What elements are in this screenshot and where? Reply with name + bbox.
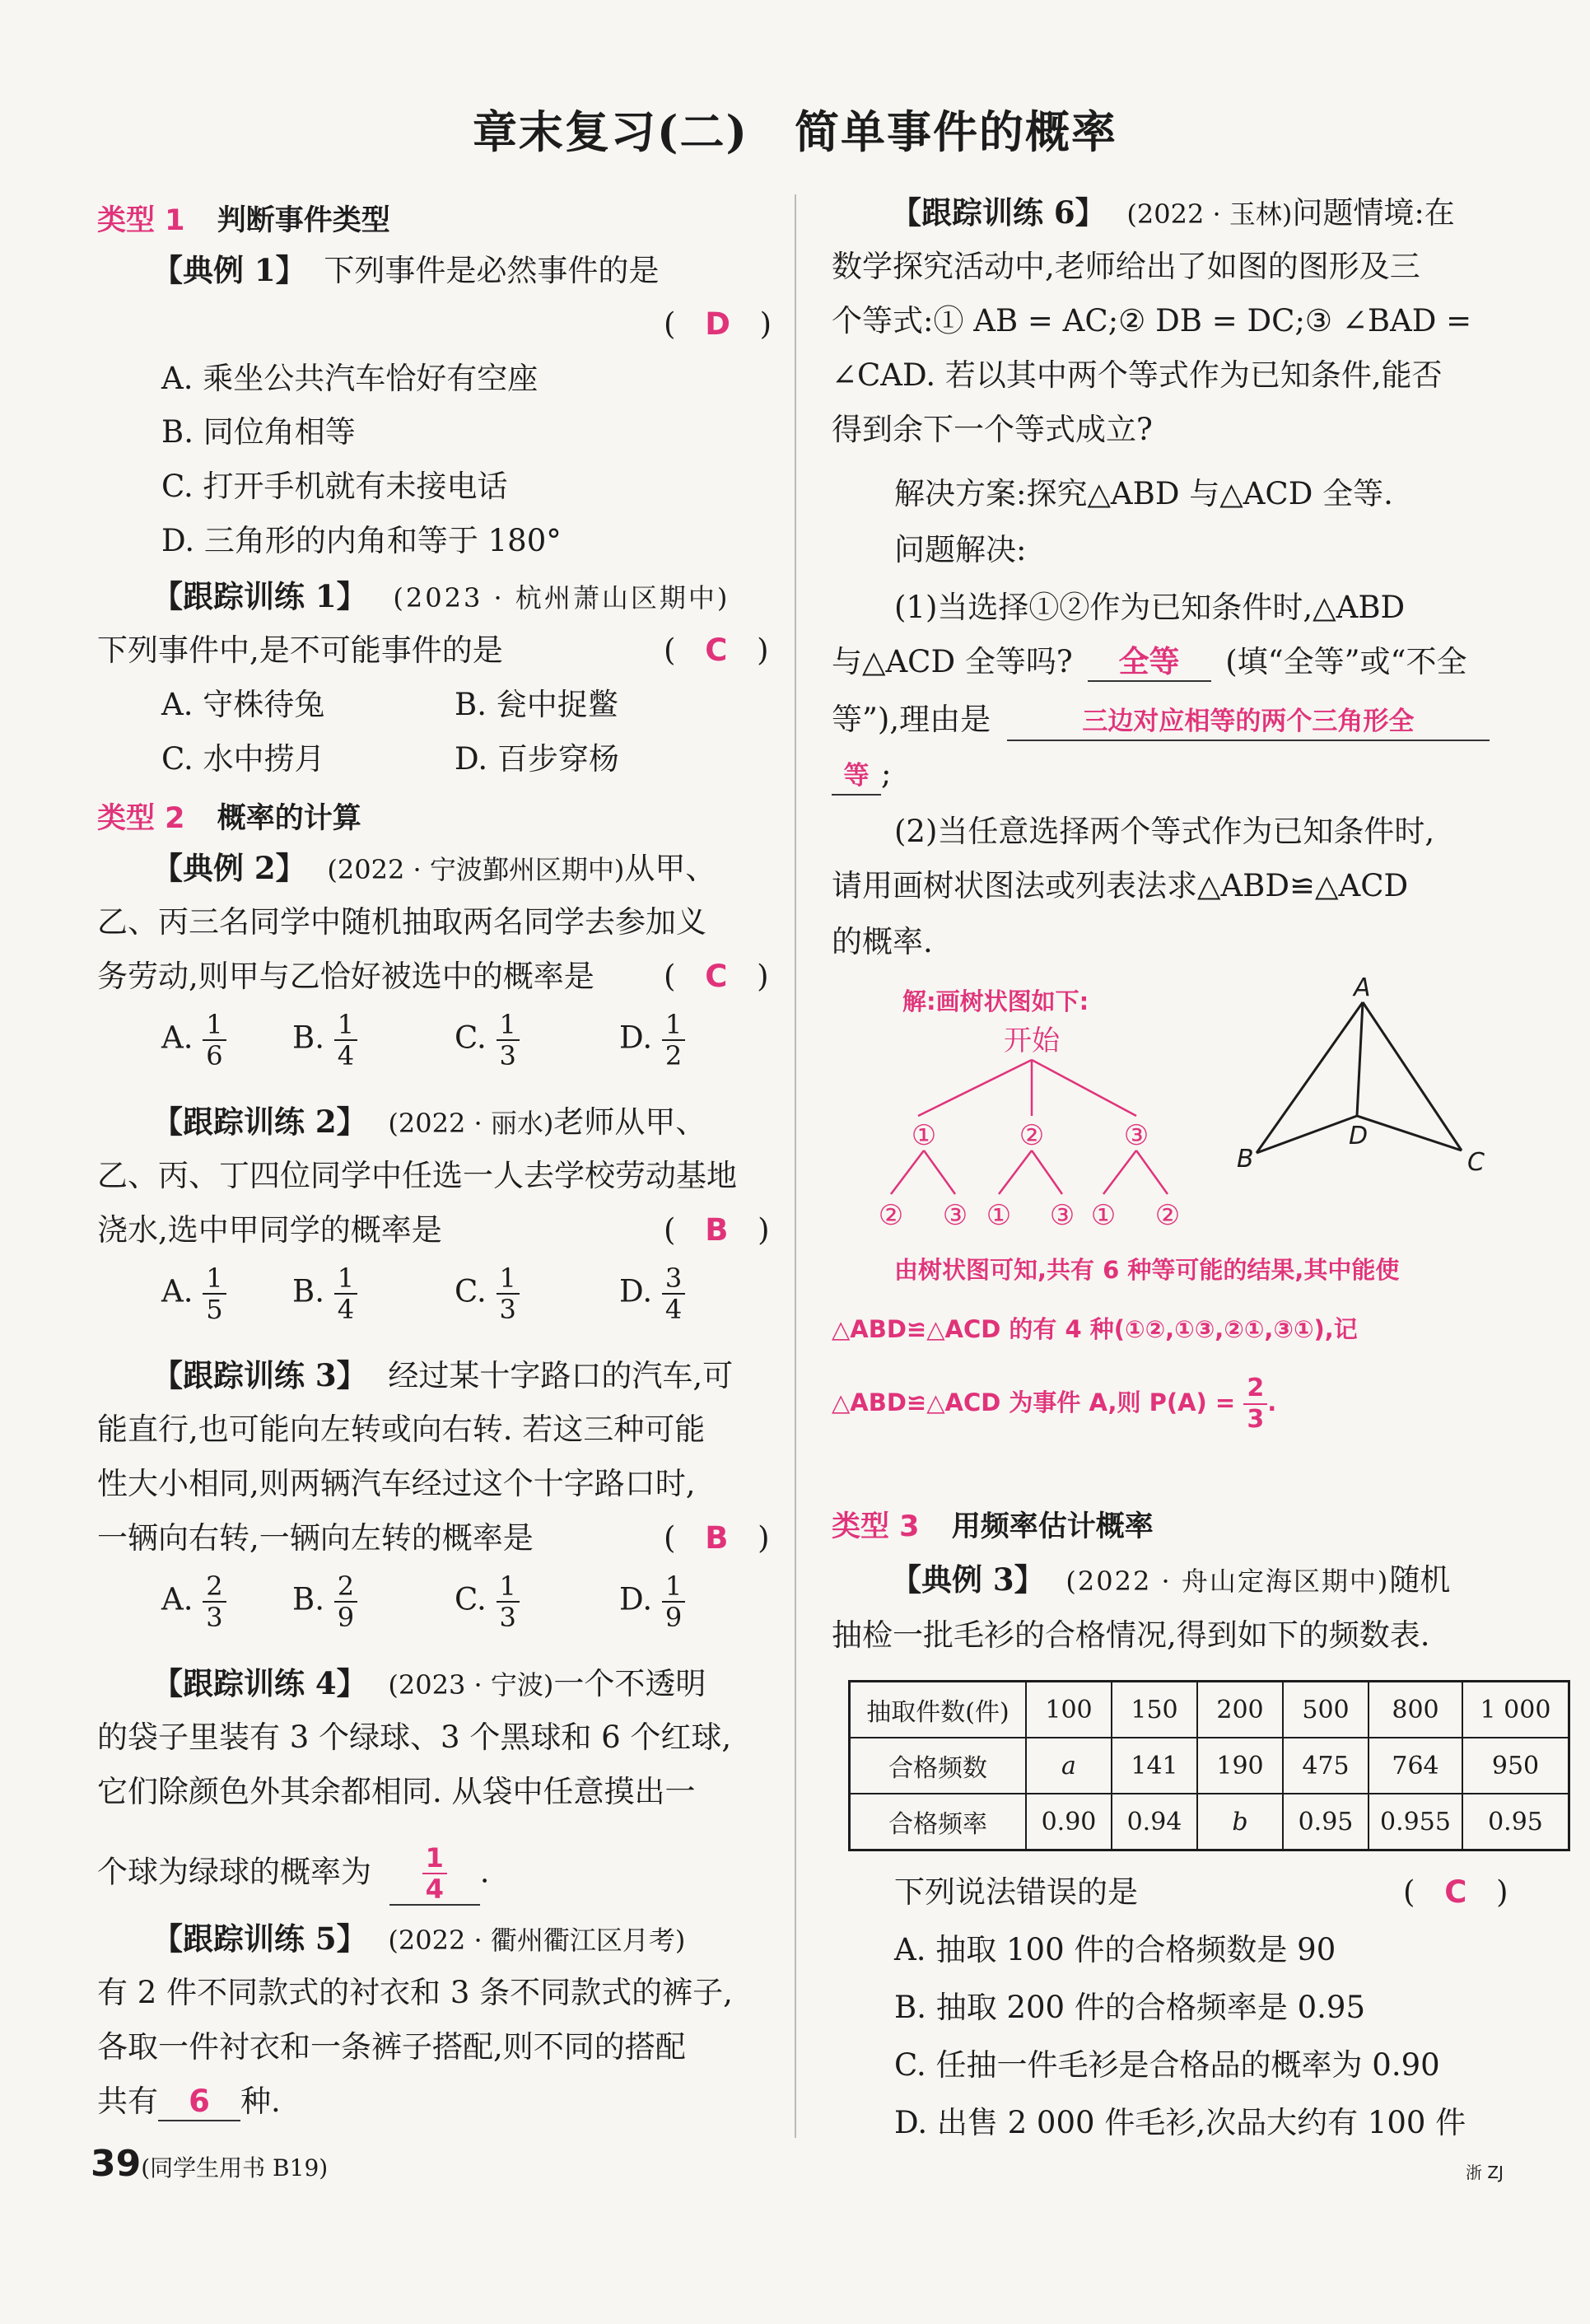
tr2-option-a: [161, 1263, 226, 1324]
ex2-option-a-frac: [203, 1010, 226, 1071]
ex1-option-d: D. 三角形的内角和等于 180°: [161, 523, 562, 558]
ex2-answer-paren: ( C ): [664, 959, 769, 994]
ex3-question: 下列说法错误的是: [894, 1874, 1138, 1910]
frac-num: 1: [662, 1010, 685, 1041]
table-cell: 0.90: [1026, 1794, 1112, 1850]
tr6-q2-line2: 请用画树状图法或列表法求△ABD≌△ACD: [832, 868, 1409, 903]
tr6-q1-line3: [832, 702, 1490, 741]
tr6-solution-frac: [1243, 1374, 1267, 1435]
footer-note: (同学生用书 B19): [141, 2154, 329, 2182]
type1-tag: 类型 1: [97, 204, 185, 237]
tr6-solution-line2: △ABD≌△ACD 的有 4 种(①②,①③,②①,③①),记: [832, 1315, 1358, 1343]
frac-den: 3: [499, 1294, 516, 1325]
segment-ab: [1257, 1002, 1363, 1153]
tr1-option-d: D. 百步穿杨: [455, 741, 619, 777]
tr6-solution-end: .: [1267, 1388, 1277, 1416]
ex1-option-a: A. 乘坐公共汽车恰好有空座: [161, 361, 539, 396]
tr1-option-b: B. 瓮中捉鳖: [455, 687, 618, 722]
table-cell: 0.94: [1112, 1794, 1197, 1850]
tr1-answer: C: [705, 632, 728, 668]
table-cell: 800: [1369, 1682, 1462, 1738]
tr6-q1-answer: 全等: [1088, 644, 1211, 682]
page-footer: [91, 2143, 328, 2185]
tr2-option-d: [619, 1263, 685, 1324]
tr2-option-b-letter: B.: [292, 1273, 324, 1309]
tr3-option-c: [455, 1571, 520, 1632]
ex2-text-2: 乙、丙三名同学中随机抽取两名同学去参加义: [97, 904, 706, 940]
ex3-option-a: A. 抽取 100 件的合格频数是 90: [894, 1932, 1336, 1967]
tree-edge: [999, 1150, 1032, 1194]
frac-num: 1: [662, 1571, 685, 1603]
segment-ac: [1363, 1002, 1462, 1150]
ex2-option-d-frac: [662, 1010, 685, 1071]
tr1-answer-paren: ( C ): [664, 632, 769, 668]
ex1-option-b: B. 同位角相等: [161, 414, 356, 450]
tree-edge: [1032, 1060, 1136, 1116]
frac-den: 6: [206, 1040, 223, 1071]
ex2-source: (2022 · 宁波鄞州区期中): [327, 854, 625, 885]
table-cell: 0.955: [1369, 1794, 1462, 1850]
tr4-text-1: 一个不透明: [553, 1666, 706, 1701]
tr5-label: 【跟踪训练 5】: [152, 1920, 367, 1957]
tr2-option-c: [455, 1263, 520, 1324]
tr5-answer: 6: [158, 2084, 240, 2121]
tree-node-l2: ③: [1049, 1199, 1075, 1232]
ex3-answer: C: [1444, 1874, 1467, 1910]
tr1-source: (2023 · 杭州萧山区期中): [393, 582, 730, 614]
type3-heading: [832, 1504, 1154, 1545]
tr4-text-4: [97, 1843, 490, 1906]
table-cell: 100: [1026, 1682, 1112, 1738]
ex1-label: 【典例 1】: [152, 252, 306, 288]
tr1-option-a: A. 守株待兔: [161, 687, 325, 722]
tree-node-l2: ③: [942, 1199, 968, 1232]
frac-num: 2: [1243, 1374, 1267, 1405]
tr6-text-2: 数学探究活动中,老师给出了如图的图形及三: [832, 249, 1420, 284]
tr2-source: (2022 · 丽水): [388, 1108, 554, 1139]
point-a-label: A: [1354, 976, 1371, 1002]
tr6-q2-line1: (2)当任意选择两个等式作为已知条件时,: [894, 814, 1435, 849]
tr6-plan: 解决方案:探究△ABD 与△ACD 全等.: [894, 476, 1393, 511]
tr4-source: (2023 · 宁波): [388, 1669, 554, 1701]
point-d-label: D: [1349, 1122, 1369, 1150]
tr2-label: 【跟踪训练 2】: [152, 1104, 367, 1140]
frac-num: 2: [334, 1571, 357, 1603]
tr5-text-3-label: 共有: [97, 2084, 158, 2119]
tr2-option-a-frac: [203, 1263, 226, 1324]
tr6-label: 【跟踪训练 6】: [891, 194, 1106, 231]
ex1-question-text: 下列事件是必然事件的是: [324, 253, 660, 288]
tr2-text-3: 浇水,选中甲同学的概率是: [97, 1212, 442, 1248]
tr5-text-2: 各取一件衬衣和一条裤子搭配,则不同的搭配: [97, 2029, 686, 2065]
frac-den: 3: [206, 1602, 223, 1633]
ex3-text-1: 随机: [1389, 1562, 1451, 1598]
frac-den: 9: [664, 1602, 683, 1633]
frac-num: 1: [203, 1010, 226, 1041]
frac-den: 2: [664, 1040, 683, 1071]
tr1-option-c: C. 水中捞月: [161, 741, 325, 777]
ex2-option-c-frac: [497, 1010, 520, 1071]
frac-den: 4: [337, 1040, 355, 1071]
ex2-option-b-letter: B.: [292, 1020, 324, 1056]
table-cell: 合格频率: [850, 1794, 1027, 1850]
tr2-answer-paren: ( B ): [664, 1212, 770, 1248]
ex1-answer: D: [705, 306, 730, 342]
frac-num: 1: [497, 1010, 520, 1041]
tr4-label: 【跟踪训练 4】: [152, 1665, 367, 1701]
tr3-option-d: [619, 1571, 685, 1632]
tree-node-l1: ①: [911, 1119, 937, 1152]
frac-den: 4: [664, 1294, 683, 1325]
tr3-option-a-frac: [203, 1571, 226, 1632]
tree-node-l2: ②: [1154, 1199, 1181, 1232]
tr2-text-2: 乙、丙、丁四位同学中任选一人去学校劳动基地: [97, 1158, 737, 1193]
frac-den: 4: [425, 1874, 444, 1905]
table-cell: 190: [1197, 1738, 1283, 1794]
tr2-option-b: [292, 1263, 357, 1324]
tr2-option-d-letter: D.: [619, 1273, 653, 1309]
tr4-line1: [152, 1665, 706, 1703]
tree-edge: [1136, 1150, 1168, 1194]
triangle-figure: [1227, 976, 1523, 1190]
type2-heading: [97, 796, 361, 837]
tr3-option-b-letter: B.: [292, 1581, 324, 1617]
ex2-text-3: 务劳动,则甲与乙恰好被选中的概率是: [97, 959, 595, 994]
segment-ad: [1357, 1002, 1363, 1116]
tree-edge: [924, 1150, 955, 1194]
tr3-option-c-letter: C.: [455, 1581, 487, 1617]
segment-bd: [1257, 1116, 1357, 1153]
tr3-option-b-frac: [334, 1571, 357, 1632]
table-row: [850, 1794, 1569, 1850]
tr3-text-3: 性大小相同,则两辆汽车经过这个十字路口时,: [97, 1466, 696, 1501]
ex2-label: 【典例 2】: [152, 850, 306, 886]
tree-node-l2: ①: [1090, 1199, 1117, 1232]
edition-mark: 浙 ZJ: [1466, 2163, 1504, 2182]
tr6-text-1: 问题情境:在: [1292, 195, 1455, 231]
ex2-answer: C: [705, 959, 728, 994]
ex2-option-b-frac: [334, 1010, 357, 1071]
tr6-q1-hint: (填“全等”或“不全: [1225, 644, 1467, 679]
table-cell: 475: [1283, 1738, 1369, 1794]
ex1-answer-paren: ( D ): [664, 306, 772, 342]
table-cell: a: [1026, 1738, 1112, 1794]
tr6-q1-end: ;: [881, 756, 892, 791]
ex2-line1: [152, 850, 716, 888]
tr4-text-3: 它们除颜色外其余都相同. 从袋中任意摸出一: [97, 1774, 696, 1809]
tr6-q1-line4: [832, 756, 891, 796]
frac-den: 4: [337, 1294, 355, 1325]
ex2-option-a-letter: A.: [161, 1020, 194, 1056]
tr2-option-b-frac: [334, 1263, 357, 1324]
ex3-label: 【典例 3】: [891, 1561, 1045, 1598]
table-cell: b: [1197, 1794, 1283, 1850]
column-divider: [795, 194, 796, 2138]
table-cell: 1 000: [1462, 1682, 1569, 1738]
type2-tag: 类型 2: [97, 802, 185, 835]
tr6-q1-line2: [832, 644, 1466, 682]
tr3-option-a-letter: A.: [161, 1581, 194, 1617]
tr3-text-1: 经过某十字路口的汽车,可: [388, 1358, 734, 1393]
type1-heading: [97, 198, 390, 239]
tr5-text-3: [97, 2084, 281, 2121]
tr1-label: 【跟踪训练 1】: [152, 578, 367, 614]
ex3-option-d: D. 出售 2 000 件毛衫,次品大约有 100 件: [894, 2105, 1466, 2140]
frac-den: 9: [337, 1602, 355, 1633]
tr6-solution-line3: [832, 1374, 1276, 1435]
tr6-text-5: 得到余下一个等式成立?: [832, 412, 1153, 447]
ex2-option-d: [619, 1010, 685, 1071]
ex2-option-b: [292, 1010, 357, 1071]
tr6-text-4: ∠CAD. 若以其中两个等式作为已知条件,能否: [832, 357, 1443, 393]
page-number: 39: [91, 2143, 142, 2185]
ex3-line1: [891, 1561, 1450, 1599]
tr3-answer-paren: ( B ): [664, 1520, 770, 1556]
tr3-text-2: 能直行,也可能向左转或向右转. 若这三种可能: [97, 1412, 706, 1447]
tr3-option-a: [161, 1571, 226, 1632]
frac-den: 3: [1247, 1405, 1265, 1434]
frac-num: 3: [662, 1263, 685, 1295]
tr2-option-a-letter: A.: [161, 1273, 194, 1309]
frac-num: 1: [422, 1843, 447, 1874]
tr3-answer: B: [705, 1520, 729, 1556]
ex2-option-d-letter: D.: [619, 1020, 653, 1056]
frac-num: 1: [334, 1263, 357, 1295]
tree-edge: [918, 1060, 1032, 1116]
table-row: [850, 1738, 1569, 1794]
table-cell: 764: [1369, 1738, 1462, 1794]
tr6-line1: [891, 194, 1455, 232]
tr3-option-b: [292, 1571, 357, 1632]
tree-edge: [1103, 1150, 1136, 1194]
ex3-source: (2022 · 舟山定海区期中): [1065, 1566, 1390, 1597]
frac-num: 1: [334, 1010, 357, 1041]
table-cell: 141: [1112, 1738, 1197, 1794]
frac-den: 5: [206, 1294, 223, 1325]
point-b-label: B: [1237, 1145, 1254, 1174]
tr2-answer: B: [705, 1212, 729, 1248]
tr6-source: (2022 · 玉林): [1126, 198, 1293, 230]
frac-num: 1: [497, 1263, 520, 1295]
tr4-text-4-label: 个球为绿球的概率为: [97, 1854, 371, 1890]
type1-title: 判断事件类型: [217, 204, 390, 237]
ex3-text-2: 抽检一批毛衫的合格情况,得到如下的频数表.: [832, 1617, 1430, 1653]
type2-title: 概率的计算: [217, 802, 361, 835]
tr1-question: 下列事件中,是不可能事件的是: [97, 632, 503, 668]
table-cell: 150: [1112, 1682, 1197, 1738]
tr2-option-c-frac: [497, 1263, 520, 1324]
type3-tag: 类型 3: [832, 1510, 920, 1543]
tr4-end: .: [479, 1854, 490, 1890]
ex1-question: [152, 252, 659, 289]
table-cell: 200: [1197, 1682, 1283, 1738]
frequency-table: [848, 1680, 1570, 1851]
tr6-solve: 问题解决:: [894, 532, 1027, 567]
table-cell: 抽取件数(件): [850, 1682, 1027, 1738]
tr3-option-d-frac: [662, 1571, 685, 1632]
tree-root: 开始: [1004, 1024, 1060, 1057]
type3-title: 用频率估计概率: [951, 1510, 1154, 1543]
ex3-option-c: C. 任抽一件毛衫是合格品的概率为 0.90: [894, 2047, 1440, 2083]
tr6-q1-reason-2: 等: [832, 758, 881, 796]
frac-den: 3: [499, 1040, 516, 1071]
tr4-answer-frac: [422, 1843, 447, 1904]
tree-node-l2: ②: [878, 1199, 904, 1232]
table-cell: 0.95: [1283, 1794, 1369, 1850]
point-c-label: C: [1467, 1148, 1485, 1177]
tr6-q1-reason-label: 等”),理由是: [832, 702, 991, 737]
ex2-text-1: 从甲、: [624, 851, 716, 886]
tr1-header: [152, 578, 730, 616]
tr6-q1-line1: (1)当选择①②作为已知条件时,△ABD: [894, 590, 1406, 625]
tr6-solution-head: 解:画树状图如下:: [902, 987, 1089, 1015]
frac-num: 1: [497, 1571, 520, 1603]
table-row: [850, 1682, 1569, 1738]
ex2-option-c-letter: C.: [455, 1020, 487, 1056]
table-cell: 500: [1283, 1682, 1369, 1738]
tr6-solution-line1: 由树状图可知,共有 6 种等可能的结果,其中能使: [894, 1256, 1400, 1284]
frac-num: 1: [203, 1263, 226, 1295]
tr3-text-4: 一辆向右转,一辆向左转的概率是: [97, 1520, 534, 1556]
table-cell: 950: [1462, 1738, 1569, 1794]
tr2-text-1: 老师从甲、: [553, 1104, 706, 1140]
tr6-solution-text: △ABD≌△ACD 为事件 A,则 P(A) =: [832, 1388, 1236, 1416]
tr5-text-1: 有 2 件不同款式的衬衣和 3 条不同款式的裤子,: [97, 1975, 733, 2010]
tr5-end: 种.: [240, 2084, 281, 2119]
ex3-option-b: B. 抽取 200 件的合格频率是 0.95: [894, 1990, 1365, 2025]
tree-node-l2: ①: [986, 1199, 1012, 1232]
tr2-option-c-letter: C.: [455, 1273, 487, 1309]
tree-edge: [1032, 1150, 1062, 1194]
tr5-source: (2022 · 衢州衢江区月考): [388, 1925, 686, 1956]
table-cell: 合格频数: [850, 1738, 1027, 1794]
tr2-line1: [152, 1104, 706, 1141]
frac-den: 3: [499, 1602, 516, 1633]
tr3-label: 【跟踪训练 3】: [152, 1357, 367, 1393]
tr4-text-2: 的袋子里装有 3 个绿球、3 个黑球和 6 个红球,: [97, 1720, 732, 1755]
segment-dc: [1357, 1116, 1462, 1150]
ex2-option-a: [161, 1010, 226, 1071]
tr6-q2-line3: 的概率.: [832, 924, 933, 959]
page-title: 章末复习(二) 简单事件的概率: [472, 105, 1118, 158]
ex2-option-c: [455, 1010, 520, 1071]
frac-num: 2: [203, 1571, 226, 1603]
tr6-q1-reason-1: 三边对应相等的两个三角形全: [1007, 703, 1490, 741]
tr3-option-c-frac: [497, 1571, 520, 1632]
tree-edge: [891, 1150, 924, 1194]
table-cell: 0.95: [1462, 1794, 1569, 1850]
tr3-line1: [152, 1357, 733, 1394]
tree-node-l1: ③: [1123, 1119, 1149, 1152]
tr2-option-d-frac: [662, 1263, 685, 1324]
tr4-answer-blank: [389, 1843, 480, 1906]
tr3-option-d-letter: D.: [619, 1581, 653, 1617]
tree-diagram: [856, 1009, 1227, 1248]
tr6-text-3: 个等式:① AB = AC;② DB = DC;③ ∠BAD =: [832, 303, 1472, 338]
tr6-q1-text: 与△ACD 全等吗?: [832, 644, 1073, 679]
tr5-line1: [152, 1920, 685, 1958]
tree-node-l1: ②: [1019, 1119, 1045, 1152]
ex3-answer-paren: ( C ): [1403, 1874, 1508, 1910]
ex1-option-c: C. 打开手机就有未接电话: [161, 469, 508, 504]
